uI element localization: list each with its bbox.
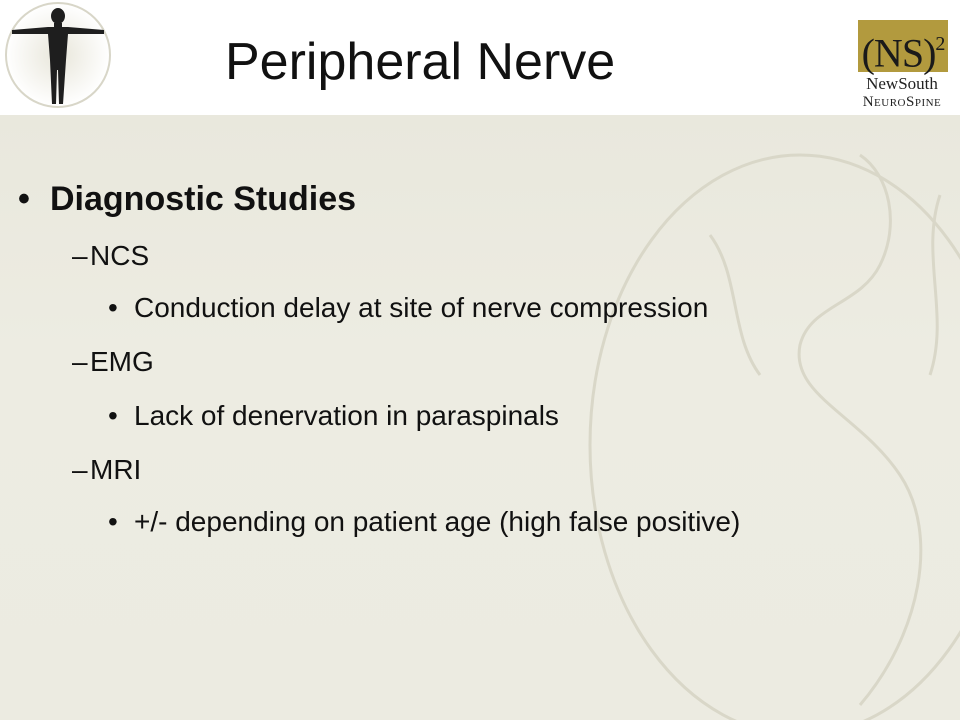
bullet-item (108, 506, 740, 538)
bullet-item (72, 240, 149, 272)
bullet-item (108, 292, 708, 324)
logo-superscript: 2 (935, 33, 945, 55)
logo-box (858, 20, 948, 76)
bullet-text: Diagnostic Studies (50, 180, 357, 218)
human-figure-icon (0, 0, 112, 115)
dash-marker: – (72, 454, 88, 485)
bullet-item (18, 180, 356, 219)
bullet-text: NCS (90, 240, 150, 271)
logo-mark: (NS) (861, 30, 936, 76)
logo-line2: NeuroSpine (862, 94, 942, 110)
bullet-text: EMG (90, 346, 154, 377)
slide-title: Peripheral Nerve (225, 33, 616, 91)
bullet-text: Lack of denervation in paraspinals (134, 400, 559, 431)
brand-logo (852, 14, 952, 114)
bullet-marker: • (18, 180, 30, 218)
bullet-marker: • (108, 506, 118, 537)
bullet-item (72, 346, 154, 378)
bullet-item (108, 400, 559, 432)
dash-marker: – (72, 240, 88, 271)
bullet-text: Conduction delay at site of nerve compression (134, 292, 709, 323)
bullet-text: MRI (90, 454, 142, 485)
bullet-text: +/- depending on patient age (high false positive) (134, 506, 741, 537)
bullet-marker: • (108, 400, 118, 431)
bullet-item (72, 454, 141, 486)
figure-watermark-icon (560, 115, 960, 720)
logo-line1: NewSouth (866, 74, 938, 93)
bullet-marker: • (108, 292, 118, 323)
dash-marker: – (72, 346, 88, 377)
